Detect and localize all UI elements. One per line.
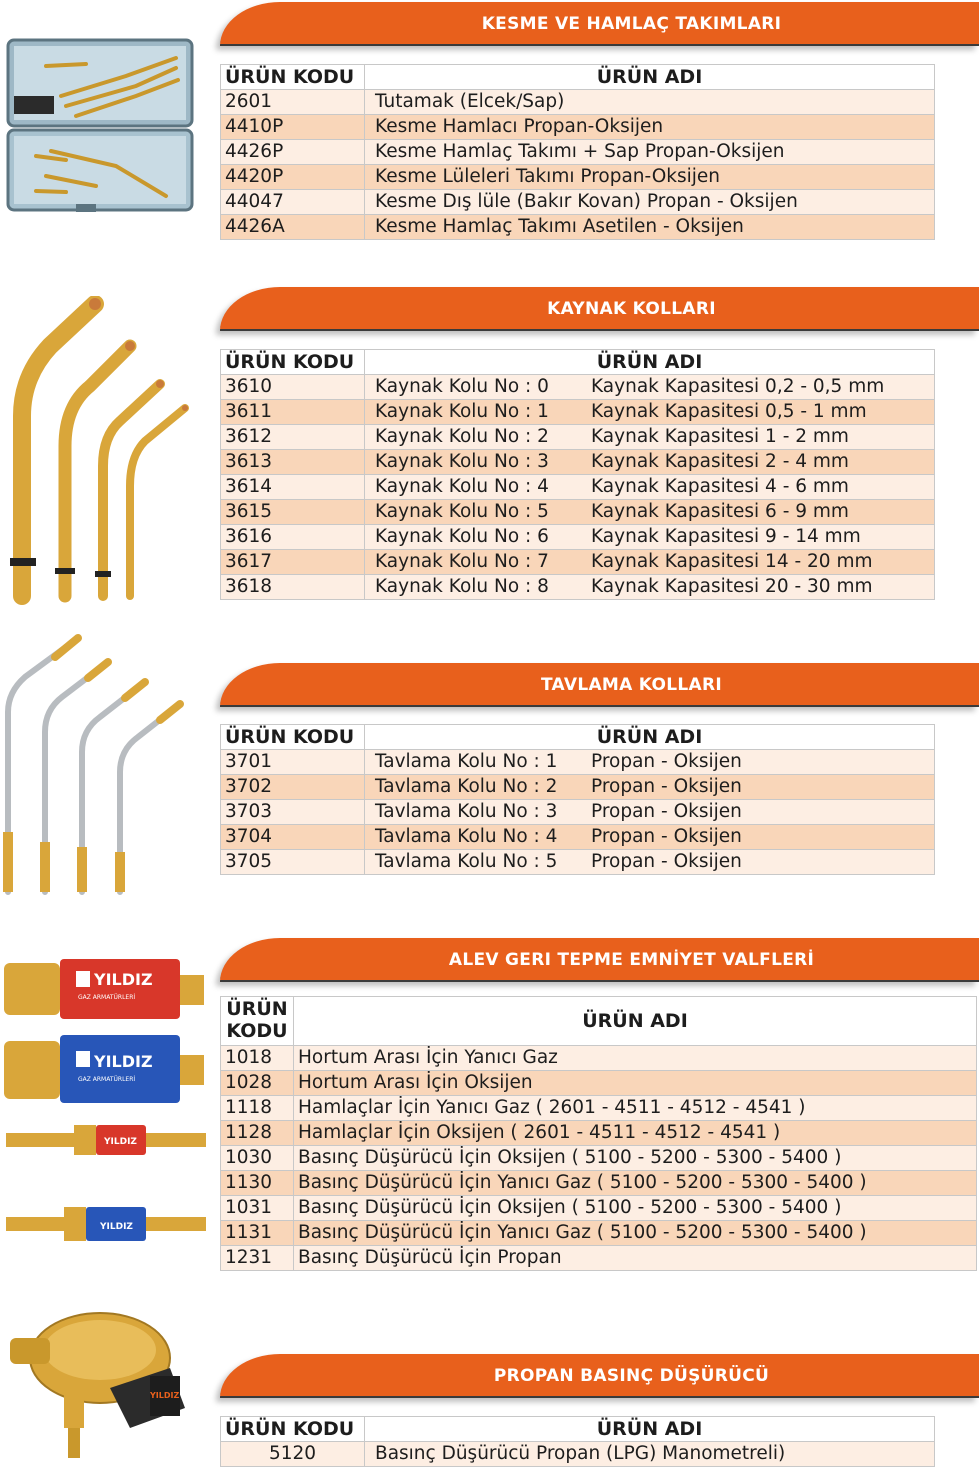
table-row: 3705 Tavlama Kolu No : 5 Propan - Oksijen: [221, 850, 935, 875]
table-row: 3702 Tavlama Kolu No : 2 Propan - Oksijen: [221, 775, 935, 800]
table-row: 2601 Tutamak (Elcek/Sap): [221, 90, 935, 115]
column-header-name: ÜRÜN ADI: [365, 1417, 935, 1442]
column-header-code: ÜRÜN KODU: [221, 1417, 365, 1442]
table-row: 3703 Tavlama Kolu No : 3 Propan - Oksijen: [221, 800, 935, 825]
table-row: 44047 Kesme Dış lüle (Bakır Kovan) Propan - Oksijen: [221, 190, 935, 215]
table-row: 3613 Kaynak Kolu No : 3 Kaynak Kapasitesi 2 - 4 mm: [221, 450, 935, 475]
table-row: 3612 Kaynak Kolu No : 2 Kaynak Kapasitesi 1 - 2 mm: [221, 425, 935, 450]
table-row: 1031 Basınç Düşürücü İçin Oksijen ( 5100 - 5200 - 5300 - 5400 ): [221, 1196, 977, 1221]
flashback-valves-table: [220, 996, 977, 1271]
annealing-table: [220, 724, 935, 875]
table-row: 3704 Tavlama Kolu No : 4 Propan - Oksijen: [221, 825, 935, 850]
table-row: 3611 Kaynak Kolu No : 1 Kaynak Kapasitesi 0,5 - 1 mm: [221, 400, 935, 425]
section-banner-cutting: KESME VE HAMLAÇ TAKIMLARI: [220, 2, 979, 46]
table-row: 1128 Hamlaçlar İçin Oksijen ( 2601 - 4511 - 4512 - 4541 ): [221, 1121, 977, 1146]
svg-text:GAZ ARMATÜRLERİ: GAZ ARMATÜRLERİ: [78, 1076, 136, 1083]
cutting-table: [220, 64, 935, 240]
propane-regulator-table: [220, 1416, 935, 1467]
table-row: 4426P Kesme Hamlaç Takımı + Sap Propan-Oksijen: [221, 140, 935, 165]
table-row: 1030 Basınç Düşürücü İçin Oksijen ( 5100 - 5200 - 5300 - 5400 ): [221, 1146, 977, 1171]
table-row: 1231 Basınç Düşürücü İçin Propan: [221, 1246, 977, 1271]
table-row: 3618 Kaynak Kolu No : 8 Kaynak Kapasitesi 20 - 30 mm: [221, 575, 935, 600]
column-header-code: ÜRÜN KODU: [221, 65, 365, 90]
table-row: 4420P Kesme Lüleleri Takımı Propan-Oksijen: [221, 165, 935, 190]
section-banner-flashback-valves: ALEV GERI TEPME EMNİYET VALFLERİ: [220, 938, 979, 982]
table-row: 1131 Basınç Düşürücü İçin Yanıcı Gaz ( 5100 - 5200 - 5300 - 5400 ): [221, 1221, 977, 1246]
table-row: 3701 Tavlama Kolu No : 1 Propan - Oksijen: [221, 750, 935, 775]
valve-brand-red: YILDIZ: [94, 970, 153, 989]
valve-brand-blue: YILDIZ: [94, 1052, 153, 1071]
column-header-name: ÜRÜN ADI: [365, 725, 935, 750]
table-row: 1130 Basınç Düşürücü İçin Yanıcı Gaz ( 5100 - 5200 - 5300 - 5400 ): [221, 1171, 977, 1196]
table-row: 1028 Hortum Arası İçin Oksijen: [221, 1071, 977, 1096]
column-header-code: ÜRÜN KODU: [221, 725, 365, 750]
column-header-name: ÜRÜN ADI: [294, 997, 977, 1046]
svg-text:GAZ ARMATÜRLERİ: GAZ ARMATÜRLERİ: [78, 994, 136, 1001]
table-row: 4426A Kesme Hamlaç Takımı Asetilen - Oksijen: [221, 215, 935, 240]
table-row: 3615 Kaynak Kolu No : 5 Kaynak Kapasitesi 6 - 9 mm: [221, 500, 935, 525]
table-row: 3616 Kaynak Kolu No : 6 Kaynak Kapasitesi 9 - 14 mm: [221, 525, 935, 550]
propane-regulator-image: [0, 1298, 200, 1463]
cutting-kit-image: [6, 36, 196, 216]
table-row: 4410P Kesme Hamlacı Propan-Oksijen: [221, 115, 935, 140]
welding-nozzles-image: [0, 296, 200, 606]
welding-table: [220, 349, 935, 600]
table-row: 3614 Kaynak Kolu No : 4 Kaynak Kapasitesi 4 - 6 mm: [221, 475, 935, 500]
valve-brand-small-red: YILDIZ: [104, 1137, 137, 1147]
column-header-code: ÜRÜN KODU: [221, 350, 365, 375]
table-row: 3610 Kaynak Kolu No : 0 Kaynak Kapasitesi 0,2 - 0,5 mm: [221, 375, 935, 400]
regulator-brand: YILDIZ: [150, 1391, 180, 1400]
valve-brand-small-blue: YILDIZ: [100, 1222, 133, 1232]
section-banner-annealing: TAVLAMA KOLLARI: [220, 663, 979, 707]
table-row: 5120 Basınç Düşürücü Propan (LPG) Manometreli): [221, 1442, 935, 1467]
column-header-code: ÜRÜN KODU: [221, 997, 294, 1046]
table-row: 3617 Kaynak Kolu No : 7 Kaynak Kapasitesi 14 - 20 mm: [221, 550, 935, 575]
annealing-nozzles-image: [0, 632, 200, 904]
table-row: 1118 Hamlaçlar İçin Yanıcı Gaz ( 2601 - 4511 - 4512 - 4541 ): [221, 1096, 977, 1121]
column-header-name: ÜRÜN ADI: [365, 350, 935, 375]
section-banner-propane-regulator: PROPAN BASINÇ DÜŞÜRÜCÜ: [220, 1354, 979, 1398]
flashback-valves-image: [0, 955, 215, 1260]
section-banner-welding: KAYNAK KOLLARI: [220, 287, 979, 331]
table-row: 1018 Hortum Arası İçin Yanıcı Gaz: [221, 1046, 977, 1071]
column-header-name: ÜRÜN ADI: [365, 65, 935, 90]
